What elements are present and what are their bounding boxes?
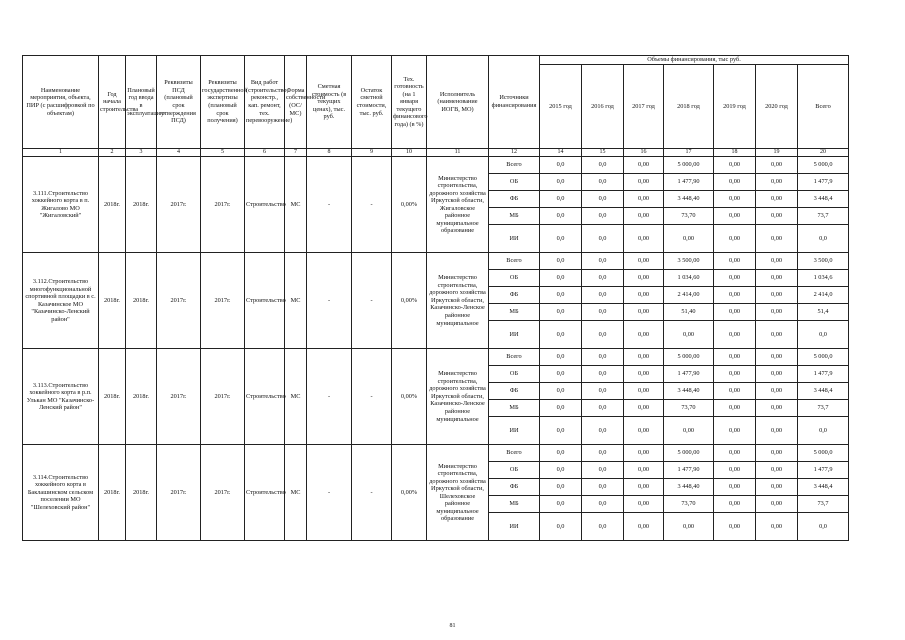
value-cell: 0,0 bbox=[582, 253, 624, 270]
value-cell: 0,0 bbox=[582, 349, 624, 366]
column-number: 16 bbox=[624, 149, 664, 157]
value-cell: 51,40 bbox=[664, 304, 714, 321]
planned-year-cell: 2018г. bbox=[126, 445, 157, 541]
object-name: 3.111.Строительство хоккейного корта в п. Жигалово МО "Жигаловский" bbox=[23, 157, 99, 253]
start-year-cell: 2018г. bbox=[99, 253, 126, 349]
value-cell: 0,00 bbox=[714, 366, 756, 383]
value-cell: 0,00 bbox=[756, 417, 798, 445]
value-cell: 0,00 bbox=[714, 321, 756, 349]
value-cell: 0,0 bbox=[582, 417, 624, 445]
planned-year-cell: 2018г. bbox=[126, 157, 157, 253]
value-cell: 3 500,00 bbox=[664, 253, 714, 270]
value-cell: 3 448,4 bbox=[798, 191, 849, 208]
value-cell: 5 000,00 bbox=[664, 157, 714, 174]
value-cell: 5 000,00 bbox=[664, 349, 714, 366]
expertise-cell: 2017г. bbox=[201, 349, 245, 445]
value-cell: 0,0 bbox=[582, 366, 624, 383]
value-cell: 0,00 bbox=[756, 496, 798, 513]
value-cell: 0,00 bbox=[664, 513, 714, 541]
value-cell: 0,00 bbox=[624, 513, 664, 541]
col-header-name: Наименование мероприятия, объекта, ПИР (с расшифровкой по объектам) bbox=[23, 56, 99, 149]
value-cell: 0,00 bbox=[624, 349, 664, 366]
value-cell: 5 000,0 bbox=[798, 349, 849, 366]
value-cell: 0,00 bbox=[624, 417, 664, 445]
value-cell: 0,0 bbox=[540, 513, 582, 541]
value-cell: 0,0 bbox=[540, 417, 582, 445]
value-cell: 0,0 bbox=[540, 304, 582, 321]
source-cell: МБ bbox=[489, 208, 540, 225]
value-cell: 0,00 bbox=[624, 174, 664, 191]
value-cell: 0,0 bbox=[582, 270, 624, 287]
table-row bbox=[23, 349, 849, 366]
value-cell: 73,7 bbox=[798, 208, 849, 225]
value-cell: 0,0 bbox=[582, 513, 624, 541]
expertise-cell: 2017г. bbox=[201, 253, 245, 349]
source-cell: ИИ bbox=[489, 321, 540, 349]
col-header-year-2018: 2018 год bbox=[664, 65, 714, 149]
value-cell: 0,00 bbox=[714, 400, 756, 417]
value-cell: 1 034,6 bbox=[798, 270, 849, 287]
value-cell: 0,00 bbox=[756, 513, 798, 541]
source-cell: ОБ bbox=[489, 270, 540, 287]
source-cell: Всего bbox=[489, 349, 540, 366]
value-cell: 0,0 bbox=[540, 287, 582, 304]
value-cell: 0,00 bbox=[624, 304, 664, 321]
col-header-psd: Реквизиты ПСД (плановый срок утверждения ПСД) bbox=[157, 56, 201, 149]
psd-cell: 2017г. bbox=[157, 253, 201, 349]
value-cell: 0,00 bbox=[624, 208, 664, 225]
start-year-cell: 2018г. bbox=[99, 445, 126, 541]
column-number: 20 bbox=[798, 149, 849, 157]
value-cell: 0,0 bbox=[540, 366, 582, 383]
column-number: 5 bbox=[201, 149, 245, 157]
value-cell: 0,00 bbox=[714, 513, 756, 541]
work-type-cell: Строительство bbox=[245, 445, 285, 541]
value-cell: 0,00 bbox=[714, 253, 756, 270]
value-cell: 0,00 bbox=[714, 225, 756, 253]
col-header-ownership: Форма собственности (ОС/МС) bbox=[285, 56, 307, 149]
value-cell: 0,00 bbox=[756, 174, 798, 191]
column-number: 6 bbox=[245, 149, 285, 157]
value-cell: 0,0 bbox=[798, 417, 849, 445]
column-number: 11 bbox=[427, 149, 489, 157]
value-cell: 0,0 bbox=[582, 287, 624, 304]
col-header-estimated-cost: Сметная стоимость (в текущих ценах), тыс. руб. bbox=[307, 56, 352, 149]
source-cell: ФБ bbox=[489, 383, 540, 400]
value-cell: 0,0 bbox=[540, 445, 582, 462]
object-name: 3.112.Строительство многофункциональной спортивной площадки в с. Казачинское МО "Казачинско-Ленский район" bbox=[23, 253, 99, 349]
value-cell: 3 448,40 bbox=[664, 191, 714, 208]
value-cell: 0,0 bbox=[798, 513, 849, 541]
value-cell: 1 477,90 bbox=[664, 366, 714, 383]
value-cell: 0,0 bbox=[798, 321, 849, 349]
value-cell: 0,00 bbox=[714, 157, 756, 174]
value-cell: 0,00 bbox=[624, 479, 664, 496]
value-cell: 0,00 bbox=[624, 321, 664, 349]
value-cell: 0,00 bbox=[664, 321, 714, 349]
table-row bbox=[23, 253, 849, 270]
col-header-year-2019: 2019 год bbox=[714, 65, 756, 149]
value-cell: 0,00 bbox=[756, 270, 798, 287]
value-cell: 0,00 bbox=[756, 287, 798, 304]
value-cell: 3 448,40 bbox=[664, 383, 714, 400]
financing-table bbox=[22, 55, 849, 541]
ownership-cell: МС bbox=[285, 253, 307, 349]
value-cell: 0,00 bbox=[756, 208, 798, 225]
value-cell: 0,0 bbox=[540, 496, 582, 513]
expertise-cell: 2017г. bbox=[201, 445, 245, 541]
value-cell: 73,7 bbox=[798, 400, 849, 417]
value-cell: 0,00 bbox=[756, 445, 798, 462]
value-cell: 73,70 bbox=[664, 400, 714, 417]
value-cell: 0,0 bbox=[540, 157, 582, 174]
executor-cell: Министерство строительства, дорожного хозяйства Иркутской области, Жигаловское районное муниципальное образование bbox=[427, 157, 489, 253]
object-name: 3.113.Строительство хоккейного корта в р.п. Улькан МО "Казачинско-Ленский район" bbox=[23, 349, 99, 445]
source-cell: Всего bbox=[489, 253, 540, 270]
column-number: 8 bbox=[307, 149, 352, 157]
value-cell: 0,0 bbox=[540, 225, 582, 253]
value-cell: 0,00 bbox=[714, 349, 756, 366]
value-cell: 0,00 bbox=[756, 157, 798, 174]
psd-cell: 2017г. bbox=[157, 157, 201, 253]
value-cell: 0,0 bbox=[582, 321, 624, 349]
column-number: 3 bbox=[126, 149, 157, 157]
readiness-cell: 0,00% bbox=[392, 253, 427, 349]
value-cell: 0,00 bbox=[756, 400, 798, 417]
value-cell: 0,00 bbox=[714, 496, 756, 513]
executor-cell: Министерство строительства, дорожного хозяйства Иркутской области, Казачинско-Ленское районное муниципальное bbox=[427, 253, 489, 349]
value-cell: 0,0 bbox=[582, 304, 624, 321]
column-number: 19 bbox=[756, 149, 798, 157]
value-cell: 0,00 bbox=[714, 174, 756, 191]
planned-year-cell: 2018г. bbox=[126, 253, 157, 349]
remaining-cost-cell: - bbox=[352, 157, 392, 253]
col-header-total: Всего bbox=[798, 65, 849, 149]
value-cell: 0,00 bbox=[756, 191, 798, 208]
planned-year-cell: 2018г. bbox=[126, 349, 157, 445]
value-cell: 0,0 bbox=[582, 208, 624, 225]
value-cell: 73,70 bbox=[664, 208, 714, 225]
source-cell: ФБ bbox=[489, 479, 540, 496]
remaining-cost-cell: - bbox=[352, 445, 392, 541]
executor-cell: Министерство строительства, дорожного хозяйства Иркутской области, Шелеховское районное муниципальное образование bbox=[427, 445, 489, 541]
source-cell: Всего bbox=[489, 157, 540, 174]
value-cell: 0,00 bbox=[714, 208, 756, 225]
value-cell: 0,00 bbox=[756, 253, 798, 270]
col-header-year-2020: 2020 год bbox=[756, 65, 798, 149]
value-cell: 0,00 bbox=[714, 191, 756, 208]
source-cell: МБ bbox=[489, 400, 540, 417]
value-cell: 0,00 bbox=[756, 462, 798, 479]
value-cell: 0,00 bbox=[624, 287, 664, 304]
value-cell: 0,0 bbox=[582, 445, 624, 462]
value-cell: 0,00 bbox=[714, 479, 756, 496]
value-cell: 0,0 bbox=[540, 349, 582, 366]
column-number: 2 bbox=[99, 149, 126, 157]
value-cell: 0,0 bbox=[540, 191, 582, 208]
value-cell: 0,0 bbox=[540, 462, 582, 479]
value-cell: 0,00 bbox=[624, 157, 664, 174]
value-cell: 0,0 bbox=[582, 496, 624, 513]
column-number: 17 bbox=[664, 149, 714, 157]
value-cell: 2 414,0 bbox=[798, 287, 849, 304]
column-number: 12 bbox=[489, 149, 540, 157]
value-cell: 0,0 bbox=[540, 253, 582, 270]
psd-cell: 2017г. bbox=[157, 445, 201, 541]
value-cell: 1 477,90 bbox=[664, 174, 714, 191]
value-cell: 0,00 bbox=[756, 383, 798, 400]
value-cell: 0,0 bbox=[582, 191, 624, 208]
value-cell: 0,0 bbox=[540, 174, 582, 191]
ownership-cell: МС bbox=[285, 445, 307, 541]
column-numbers-row bbox=[23, 149, 849, 157]
value-cell: 5 000,0 bbox=[798, 445, 849, 462]
col-header-planned-year: Плановый год ввода в эксплуатацию bbox=[126, 56, 157, 149]
value-cell: 0,00 bbox=[624, 191, 664, 208]
value-cell: 0,0 bbox=[540, 479, 582, 496]
col-header-year-2016: 2016 год bbox=[582, 65, 624, 149]
value-cell: 0,0 bbox=[582, 400, 624, 417]
ownership-cell: МС bbox=[285, 349, 307, 445]
column-number: 7 bbox=[285, 149, 307, 157]
value-cell: 0,0 bbox=[582, 383, 624, 400]
value-cell: 1 477,90 bbox=[664, 462, 714, 479]
work-type-cell: Строительство bbox=[245, 349, 285, 445]
source-cell: ОБ bbox=[489, 462, 540, 479]
value-cell: 0,00 bbox=[624, 445, 664, 462]
column-number: 15 bbox=[582, 149, 624, 157]
executor-cell: Министерство строительства, дорожного хозяйства Иркутской области, Казачинско-Ленское районное муниципальное bbox=[427, 349, 489, 445]
value-cell: 5 000,00 bbox=[664, 445, 714, 462]
value-cell: 0,0 bbox=[540, 400, 582, 417]
column-number: 9 bbox=[352, 149, 392, 157]
value-cell: 0,0 bbox=[540, 321, 582, 349]
work-type-cell: Строительство bbox=[245, 157, 285, 253]
value-cell: 0,00 bbox=[624, 366, 664, 383]
col-header-expertise: Реквизиты государственной экспертизы (плановый срок получения) bbox=[201, 56, 245, 149]
value-cell: 0,00 bbox=[756, 366, 798, 383]
table-row bbox=[23, 445, 849, 462]
value-cell: 0,00 bbox=[714, 445, 756, 462]
column-number: 18 bbox=[714, 149, 756, 157]
value-cell: 0,00 bbox=[624, 253, 664, 270]
value-cell: 0,00 bbox=[756, 321, 798, 349]
value-cell: 0,0 bbox=[582, 462, 624, 479]
column-number: 10 bbox=[392, 149, 427, 157]
value-cell: 0,00 bbox=[624, 383, 664, 400]
value-cell: 0,00 bbox=[624, 225, 664, 253]
value-cell: 0,0 bbox=[798, 225, 849, 253]
col-header-executor: Исполнитель (наименование ИОГВ, МО) bbox=[427, 56, 489, 149]
ownership-cell: МС bbox=[285, 157, 307, 253]
remaining-cost-cell: - bbox=[352, 253, 392, 349]
expertise-cell: 2017г. bbox=[201, 157, 245, 253]
value-cell: 3 448,4 bbox=[798, 383, 849, 400]
value-cell: 0,00 bbox=[714, 383, 756, 400]
value-cell: 51,4 bbox=[798, 304, 849, 321]
value-cell: 0,00 bbox=[714, 462, 756, 479]
readiness-cell: 0,00% bbox=[392, 349, 427, 445]
source-cell: ИИ bbox=[489, 225, 540, 253]
value-cell: 0,0 bbox=[540, 208, 582, 225]
col-header-year-2017: 2017 год bbox=[624, 65, 664, 149]
object-name: 3.114.Строительство хоккейного корта в Баклашинском сельском поселении МО "Шелеховский район" bbox=[23, 445, 99, 541]
page-number: 81 bbox=[449, 623, 456, 629]
value-cell: 0,00 bbox=[624, 400, 664, 417]
col-header-readiness: Тех. готовность (на 1 января текущего финансового года) (в %) bbox=[392, 56, 427, 149]
work-type-cell: Строительство bbox=[245, 253, 285, 349]
source-cell: ИИ bbox=[489, 417, 540, 445]
column-number: 1 bbox=[23, 149, 99, 157]
source-cell: Всего bbox=[489, 445, 540, 462]
estimated-cost-cell: - bbox=[307, 253, 352, 349]
value-cell: 1 477,9 bbox=[798, 174, 849, 191]
value-cell: 0,0 bbox=[582, 157, 624, 174]
col-header-work-type: Вид работ (строительство, реконстр., кап. ремонт, тех. перевооружение) bbox=[245, 56, 285, 149]
estimated-cost-cell: - bbox=[307, 445, 352, 541]
readiness-cell: 0,00% bbox=[392, 157, 427, 253]
value-cell: 0,00 bbox=[664, 417, 714, 445]
value-cell: 0,00 bbox=[624, 270, 664, 287]
value-cell: 0,0 bbox=[582, 225, 624, 253]
estimated-cost-cell: - bbox=[307, 157, 352, 253]
col-header-start-year: Год начала строительства bbox=[99, 56, 126, 149]
value-cell: 5 000,0 bbox=[798, 157, 849, 174]
source-cell: ОБ bbox=[489, 366, 540, 383]
value-cell: 0,00 bbox=[756, 349, 798, 366]
value-cell: 2 414,00 bbox=[664, 287, 714, 304]
value-cell: 0,00 bbox=[714, 304, 756, 321]
value-cell: 0,0 bbox=[540, 270, 582, 287]
source-cell: ФБ bbox=[489, 191, 540, 208]
value-cell: 3 448,4 bbox=[798, 479, 849, 496]
table-row bbox=[23, 157, 849, 174]
value-cell: 0,00 bbox=[664, 225, 714, 253]
value-cell: 1 034,60 bbox=[664, 270, 714, 287]
start-year-cell: 2018г. bbox=[99, 349, 126, 445]
value-cell: 0,0 bbox=[540, 383, 582, 400]
value-cell: 73,70 bbox=[664, 496, 714, 513]
source-cell: ОБ bbox=[489, 174, 540, 191]
source-cell: МБ bbox=[489, 304, 540, 321]
value-cell: 1 477,9 bbox=[798, 462, 849, 479]
start-year-cell: 2018г. bbox=[99, 157, 126, 253]
col-header-remaining-cost: Остаток сметной стоимости, тыс. руб. bbox=[352, 56, 392, 149]
value-cell: 73,7 bbox=[798, 496, 849, 513]
value-cell: 3 500,0 bbox=[798, 253, 849, 270]
estimated-cost-cell: - bbox=[307, 349, 352, 445]
psd-cell: 2017г. bbox=[157, 349, 201, 445]
value-cell: 0,00 bbox=[624, 462, 664, 479]
value-cell: 0,00 bbox=[624, 496, 664, 513]
value-cell: 1 477,9 bbox=[798, 366, 849, 383]
value-cell: 0,0 bbox=[582, 174, 624, 191]
col-header-funding-group: Объемы финансирования, тыс руб. bbox=[540, 56, 849, 65]
col-header-year-2015: 2015 год bbox=[540, 65, 582, 149]
remaining-cost-cell: - bbox=[352, 349, 392, 445]
value-cell: 0,00 bbox=[756, 225, 798, 253]
column-number: 4 bbox=[157, 149, 201, 157]
value-cell: 0,00 bbox=[714, 287, 756, 304]
column-number: 14 bbox=[540, 149, 582, 157]
value-cell: 0,0 bbox=[582, 479, 624, 496]
source-cell: МБ bbox=[489, 496, 540, 513]
value-cell: 0,00 bbox=[756, 479, 798, 496]
readiness-cell: 0,00% bbox=[392, 445, 427, 541]
source-cell: ИИ bbox=[489, 513, 540, 541]
source-cell: ФБ bbox=[489, 287, 540, 304]
value-cell: 0,00 bbox=[714, 417, 756, 445]
col-header-sources: Источники финансирования bbox=[489, 56, 540, 149]
value-cell: 0,00 bbox=[756, 304, 798, 321]
value-cell: 0,00 bbox=[714, 270, 756, 287]
value-cell: 3 448,40 bbox=[664, 479, 714, 496]
